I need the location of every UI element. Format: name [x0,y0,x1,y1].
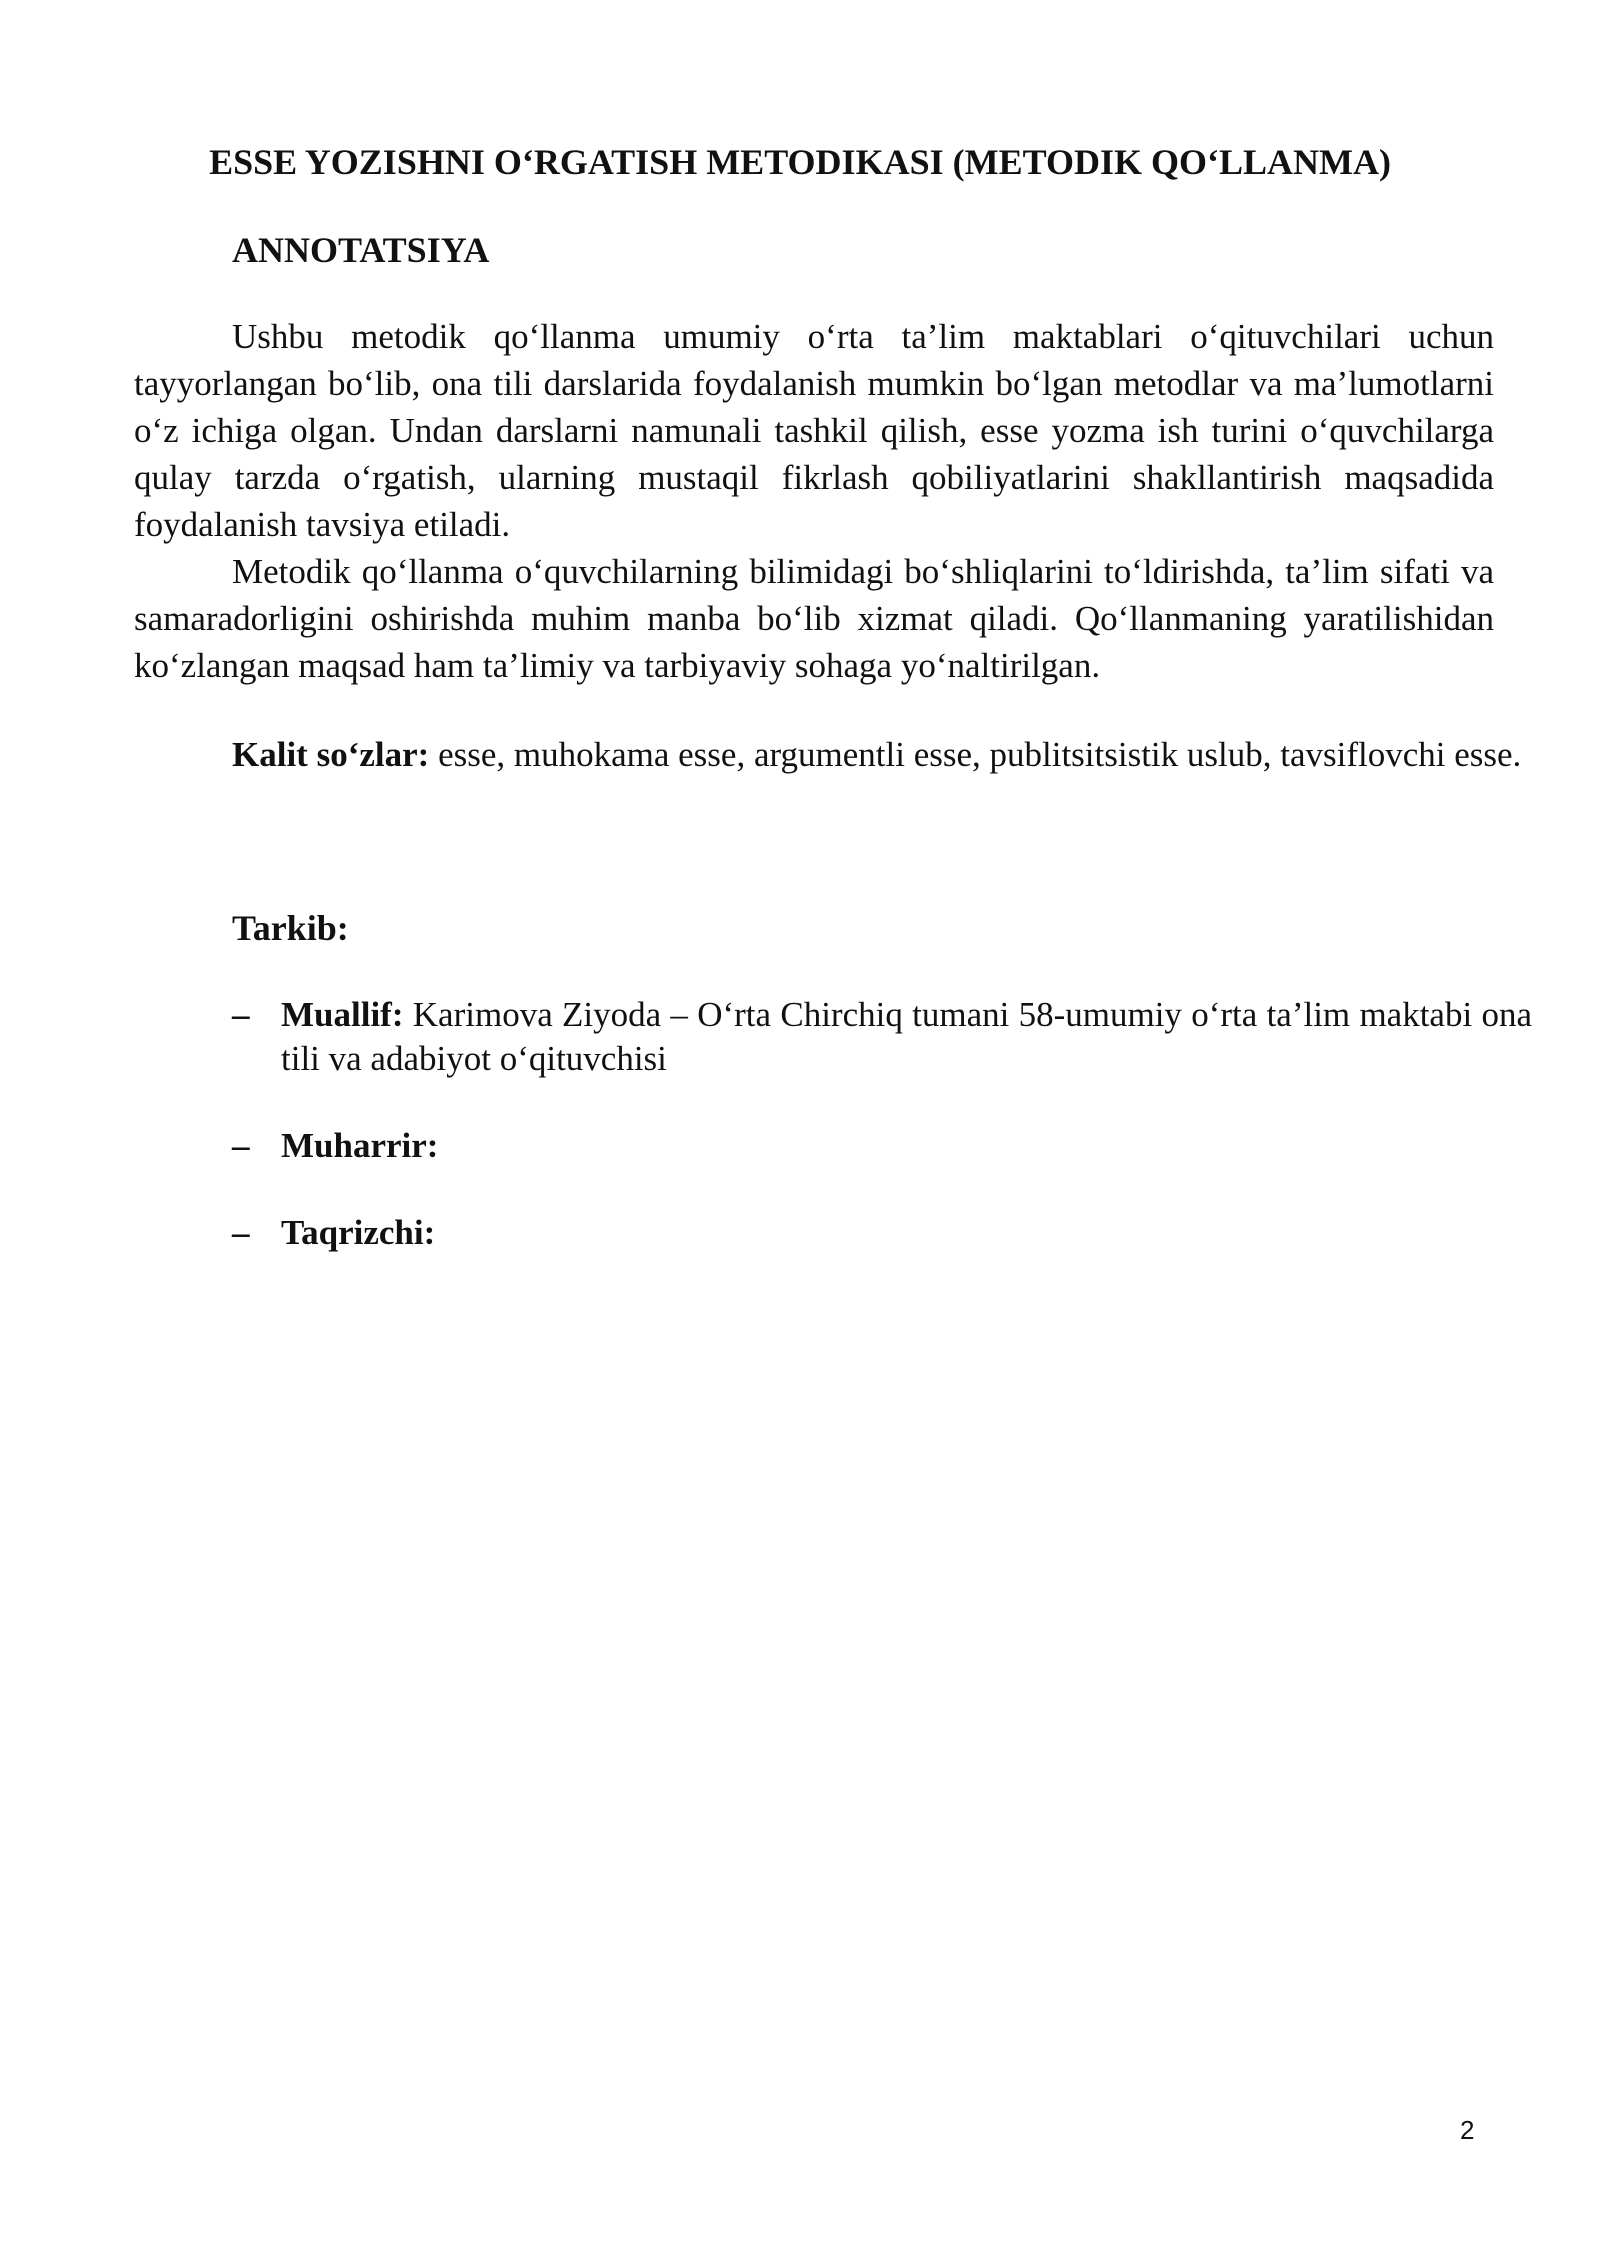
composition-heading: Tarkib: [232,908,349,948]
list-dash: – [232,995,250,1034]
list-dash: – [232,1213,250,1252]
annotation-text [134,313,1494,689]
credit-reviewer [232,1211,1532,1255]
credit-editor [232,1124,1532,1168]
keywords-paragraph [134,732,1554,777]
annotation-paragraph-1: Ushbu metodik qo‘llanma umumiy o‘rta ta’lim maktablari o‘qituvchilari uchun tayyorlangan bo‘lib, ona tili darslarida foydalanish mumkin bo‘lgan metodlar va ma’lumotlarni o‘z ichiga olgan. Undan darslarni namunali tashkil qilish, esse yozma ish turini o‘quvchilarga qulay tarzda o‘rgatish, ularning mustaqil fikrlash qobiliyatlarini shakllantirish maqsadida foydalanish tavsiya etiladi. [134,317,1494,544]
credit-author [232,993,1532,1081]
annotation-heading: ANNOTATSIYA [232,230,490,270]
keywords-text: esse, muhokama esse, argumentli esse, publitsitsistik uslub, tavsiflovchi esse. [438,735,1522,774]
list-dash: – [232,1126,250,1165]
keywords-label: Kalit so‘zlar: [232,735,430,774]
annotation-paragraph-2: Metodik qo‘llanma o‘quvchilarning bilimidagi bo‘shliqlarini to‘ldirishda, ta’lim sifati va samaradorligini oshirishda muhim manba bo‘lib xizmat qiladi. Qo‘llanmaning yaratilishidan ko‘zlangan maqsad ham ta’limiy va tarbiyaviy sohaga yo‘naltirilgan. [134,552,1494,685]
editor-label: Muharrir: [281,1126,439,1165]
page-number: 2 [1460,2115,1475,2145]
document-title: ESSE YOZISHNI O‘RGATISH METODIKASI (METODIK QO‘LLANMA) [209,142,1391,182]
author-label: Muallif: [281,995,404,1034]
reviewer-label: Taqrizchi: [281,1213,436,1252]
author-text: Karimova Ziyoda – O‘rta Chirchiq tumani 58-umumiy o‘rta ta’lim maktabi ona tili va adabiyot o‘qituvchisi [281,995,1533,1078]
